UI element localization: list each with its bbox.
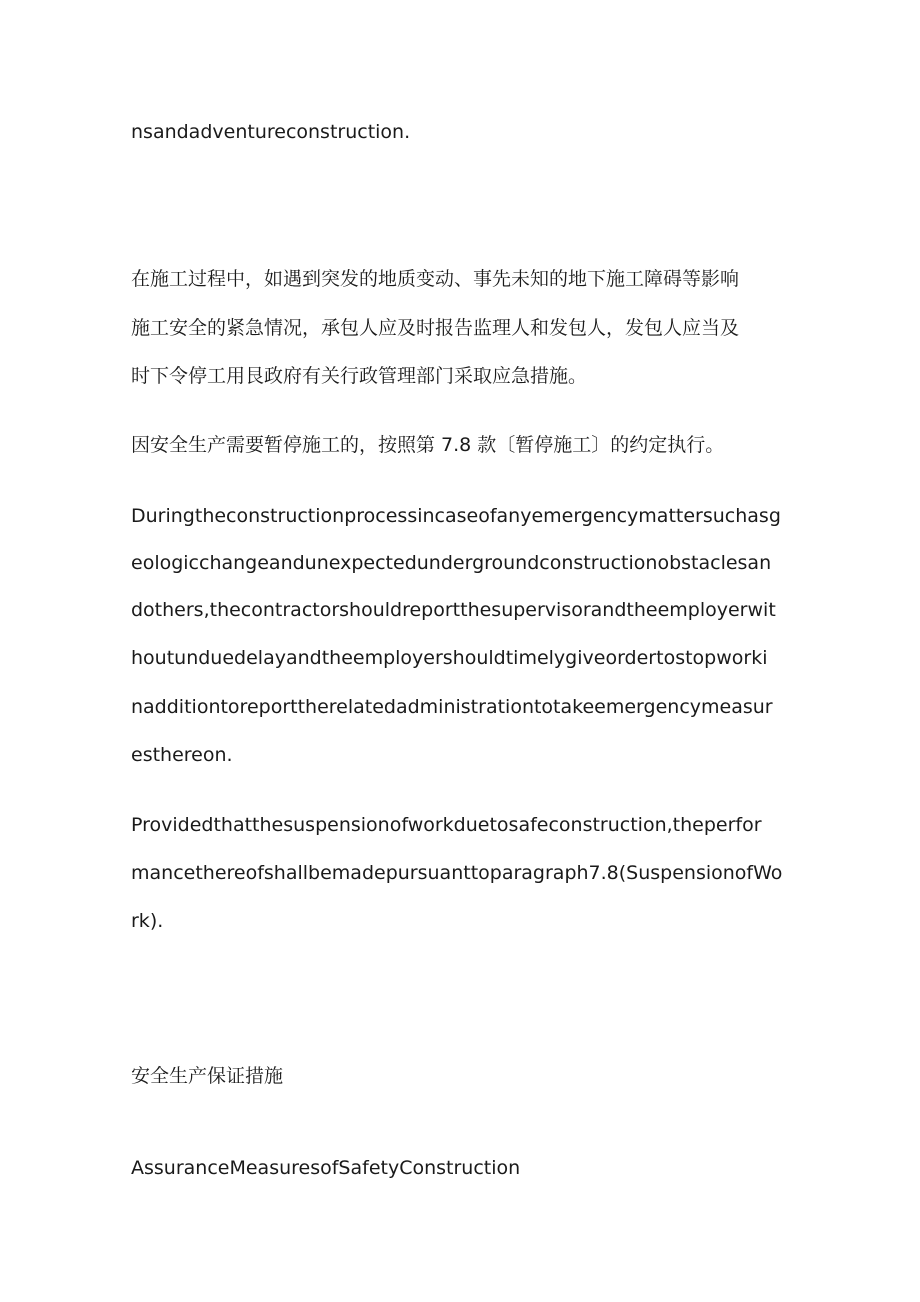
en-paragraph-1-line-6: esthereon. [131, 744, 233, 766]
cn-paragraph-1-line-2: 施工安全的紧急情况，承包人应及时报告监理人和发包人，发包人应当及 [131, 317, 740, 339]
intro-tail-text: nsandadventureconstruction. [131, 121, 411, 143]
cn-paragraph-2: 因安全生产需要暂停施工的，按照第 7.8 款〔暂停施工〕的约定执行。 [131, 434, 725, 456]
cn-paragraph-1-line-3: 时下令停工用艮政府有关行政管理部门采取应急措施。 [131, 365, 588, 387]
en-paragraph-1-line-5: nadditiontoreporttherelatedadministrationtotakeemergencymeasur [131, 696, 773, 718]
section-heading-cn: 安全生产保证措施 [131, 1065, 284, 1087]
en-paragraph-2-line-2: mancethereofshallbemadepursuanttoparagraph7.8(SuspensionofWo [131, 862, 783, 884]
en-paragraph-2-line-1: Providedthatthesuspensionofworkduetosafeconstruction,theperfor [131, 814, 762, 836]
en-paragraph-1-line-2: eologicchangeandunexpectedundergroundconstructionobstaclesan [131, 552, 772, 574]
cn-paragraph-1-line-1: 在施工过程中，如遇到突发的地质变动、事先未知的地下施工障碍等影响 [131, 268, 740, 290]
en-paragraph-1-line-4: houtunduedelayandtheemployershouldtimelygiveordertostopworki [131, 647, 768, 669]
en-paragraph-1-line-3: dothers,thecontractorshouldreportthesupervisorandtheemployerwit [131, 599, 776, 621]
section-heading-en: AssuranceMeasuresofSafetyConstruction [131, 1157, 521, 1179]
en-paragraph-2-line-3: rk). [131, 910, 164, 932]
en-paragraph-1-line-1: Duringtheconstructionprocessincaseofanyemergencymattersuchasg [131, 505, 781, 527]
